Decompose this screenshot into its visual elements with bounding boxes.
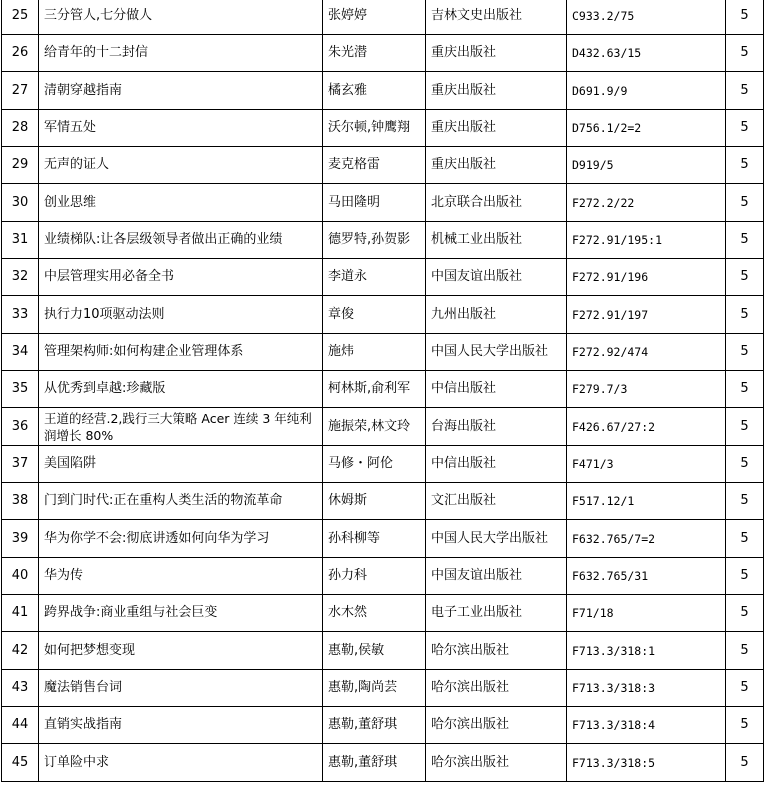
call-number: D691.9/9 (567, 72, 726, 110)
row-number: 33 (2, 296, 39, 334)
row-number: 36 (2, 408, 39, 446)
row-number: 39 (2, 520, 39, 558)
row-number: 32 (2, 259, 39, 296)
table-row (2, 520, 764, 558)
quantity: 5 (726, 483, 764, 520)
table-row (2, 595, 764, 632)
book-author: 水木然 (323, 595, 426, 632)
book-author: 休姆斯 (323, 483, 426, 520)
book-author: 橘玄雅 (323, 72, 426, 110)
quantity: 5 (726, 0, 764, 35)
row-number: 41 (2, 595, 39, 632)
row-number: 27 (2, 72, 39, 110)
book-publisher: 中国人民大学出版社 (426, 334, 567, 371)
book-publisher: 吉林文史出版社 (426, 0, 567, 35)
quantity: 5 (726, 371, 764, 408)
book-author: 麦克格雷 (323, 147, 426, 184)
book-author: 孙力科 (323, 558, 426, 595)
book-publisher: 文汇出版社 (426, 483, 567, 520)
row-number: 34 (2, 334, 39, 371)
book-title: 王道的经营.2,践行三大策略 Acer 连续 3 年纯利润增长 80% (39, 408, 323, 446)
book-author: 章俊 (323, 296, 426, 334)
call-number: F471/3 (567, 446, 726, 483)
quantity: 5 (726, 147, 764, 184)
call-number: F713.3/318:4 (567, 707, 726, 744)
table-row (2, 483, 764, 520)
book-title: 美国陷阱 (39, 446, 323, 483)
book-publisher: 哈尔滨出版社 (426, 744, 567, 782)
book-publisher: 中信出版社 (426, 446, 567, 483)
call-number: F272.91/196 (567, 259, 726, 296)
quantity: 5 (726, 632, 764, 670)
book-publisher: 北京联合出版社 (426, 184, 567, 222)
table-row (2, 558, 764, 595)
book-title: 给青年的十二封信 (39, 35, 323, 72)
call-number: F632.765/31 (567, 558, 726, 595)
quantity: 5 (726, 707, 764, 744)
table-row (2, 371, 764, 408)
quantity: 5 (726, 408, 764, 446)
book-title: 门到门时代:正在重构人类生活的物流革命 (39, 483, 323, 520)
book-publisher: 电子工业出版社 (426, 595, 567, 632)
quantity: 5 (726, 222, 764, 259)
book-title: 订单险中求 (39, 744, 323, 782)
table-row (2, 0, 764, 35)
book-title: 管理架构师:如何构建企业管理体系 (39, 334, 323, 371)
table-row (2, 35, 764, 72)
quantity: 5 (726, 446, 764, 483)
book-list-table (1, 0, 764, 782)
quantity: 5 (726, 520, 764, 558)
table-row (2, 632, 764, 670)
table-row (2, 446, 764, 483)
table-row (2, 670, 764, 707)
quantity: 5 (726, 110, 764, 147)
book-title: 中层管理实用必备全书 (39, 259, 323, 296)
table-row (2, 408, 764, 446)
call-number: F272.91/195:1 (567, 222, 726, 259)
quantity: 5 (726, 595, 764, 632)
book-publisher: 哈尔滨出版社 (426, 707, 567, 744)
book-title: 执行力10项驱动法则 (39, 296, 323, 334)
row-number: 37 (2, 446, 39, 483)
table-row (2, 334, 764, 371)
table-row (2, 744, 764, 782)
call-number: F713.3/318:5 (567, 744, 726, 782)
book-publisher: 机械工业出版社 (426, 222, 567, 259)
quantity: 5 (726, 670, 764, 707)
book-title: 清朝穿越指南 (39, 72, 323, 110)
book-title: 军情五处 (39, 110, 323, 147)
row-number: 26 (2, 35, 39, 72)
book-author: 马田隆明 (323, 184, 426, 222)
row-number: 29 (2, 147, 39, 184)
quantity: 5 (726, 72, 764, 110)
row-number: 44 (2, 707, 39, 744)
book-publisher: 重庆出版社 (426, 72, 567, 110)
call-number: F713.3/318:1 (567, 632, 726, 670)
table-row (2, 72, 764, 110)
book-title: 业绩梯队:让各层级领导者做出正确的业绩 (39, 222, 323, 259)
book-title: 华为你学不会:彻底讲透如何向华为学习 (39, 520, 323, 558)
table-row (2, 259, 764, 296)
book-author: 马修・阿伦 (323, 446, 426, 483)
row-number: 28 (2, 110, 39, 147)
call-number: D756.1/2=2 (567, 110, 726, 147)
row-number: 25 (2, 0, 39, 35)
book-title: 华为传 (39, 558, 323, 595)
row-number: 42 (2, 632, 39, 670)
book-publisher: 重庆出版社 (426, 110, 567, 147)
table-row (2, 184, 764, 222)
table-row (2, 110, 764, 147)
book-author: 施炜 (323, 334, 426, 371)
book-title: 创业思维 (39, 184, 323, 222)
book-title: 从优秀到卓越:珍藏版 (39, 371, 323, 408)
book-author: 惠勒,陶尚芸 (323, 670, 426, 707)
book-title: 如何把梦想变现 (39, 632, 323, 670)
book-author: 沃尔顿,钟鹰翔 (323, 110, 426, 147)
book-title: 直销实战指南 (39, 707, 323, 744)
book-publisher: 中国友谊出版社 (426, 558, 567, 595)
table-row (2, 707, 764, 744)
book-publisher: 哈尔滨出版社 (426, 670, 567, 707)
book-title: 三分管人,七分做人 (39, 0, 323, 35)
row-number: 31 (2, 222, 39, 259)
call-number: F279.7/3 (567, 371, 726, 408)
row-number: 45 (2, 744, 39, 782)
call-number: F713.3/318:3 (567, 670, 726, 707)
row-number: 38 (2, 483, 39, 520)
table-row (2, 222, 764, 259)
book-title: 跨界战争:商业重组与社会巨变 (39, 595, 323, 632)
book-author: 孙科柳等 (323, 520, 426, 558)
book-publisher: 哈尔滨出版社 (426, 632, 567, 670)
book-publisher: 中国友谊出版社 (426, 259, 567, 296)
book-publisher: 重庆出版社 (426, 147, 567, 184)
call-number: F272.2/22 (567, 184, 726, 222)
book-publisher: 九州出版社 (426, 296, 567, 334)
book-author: 惠勒,侯敏 (323, 632, 426, 670)
quantity: 5 (726, 184, 764, 222)
book-author: 施振荣,林文玲 (323, 408, 426, 446)
call-number: F517.12/1 (567, 483, 726, 520)
book-author: 柯林斯,俞利军 (323, 371, 426, 408)
table-body (2, 0, 764, 782)
call-number: F632.765/7=2 (567, 520, 726, 558)
book-author: 李道永 (323, 259, 426, 296)
call-number: C933.2/75 (567, 0, 726, 35)
row-number: 43 (2, 670, 39, 707)
quantity: 5 (726, 35, 764, 72)
call-number: F426.67/27:2 (567, 408, 726, 446)
quantity: 5 (726, 744, 764, 782)
row-number: 40 (2, 558, 39, 595)
book-publisher: 中国人民大学出版社 (426, 520, 567, 558)
book-publisher: 台海出版社 (426, 408, 567, 446)
quantity: 5 (726, 334, 764, 371)
call-number: F272.91/197 (567, 296, 726, 334)
quantity: 5 (726, 259, 764, 296)
table-row (2, 147, 764, 184)
call-number: F71/18 (567, 595, 726, 632)
table-row (2, 296, 764, 334)
book-author: 德罗特,孙贺影 (323, 222, 426, 259)
book-publisher: 重庆出版社 (426, 35, 567, 72)
call-number: F272.92/474 (567, 334, 726, 371)
call-number: D432.63/15 (567, 35, 726, 72)
quantity: 5 (726, 296, 764, 334)
quantity: 5 (726, 558, 764, 595)
book-author: 张婷婷 (323, 0, 426, 35)
row-number: 35 (2, 371, 39, 408)
row-number: 30 (2, 184, 39, 222)
book-title: 魔法销售台词 (39, 670, 323, 707)
book-author: 惠勒,董舒琪 (323, 707, 426, 744)
call-number: D919/5 (567, 147, 726, 184)
book-author: 惠勒,董舒琪 (323, 744, 426, 782)
book-publisher: 中信出版社 (426, 371, 567, 408)
book-title: 无声的证人 (39, 147, 323, 184)
book-author: 朱光潜 (323, 35, 426, 72)
